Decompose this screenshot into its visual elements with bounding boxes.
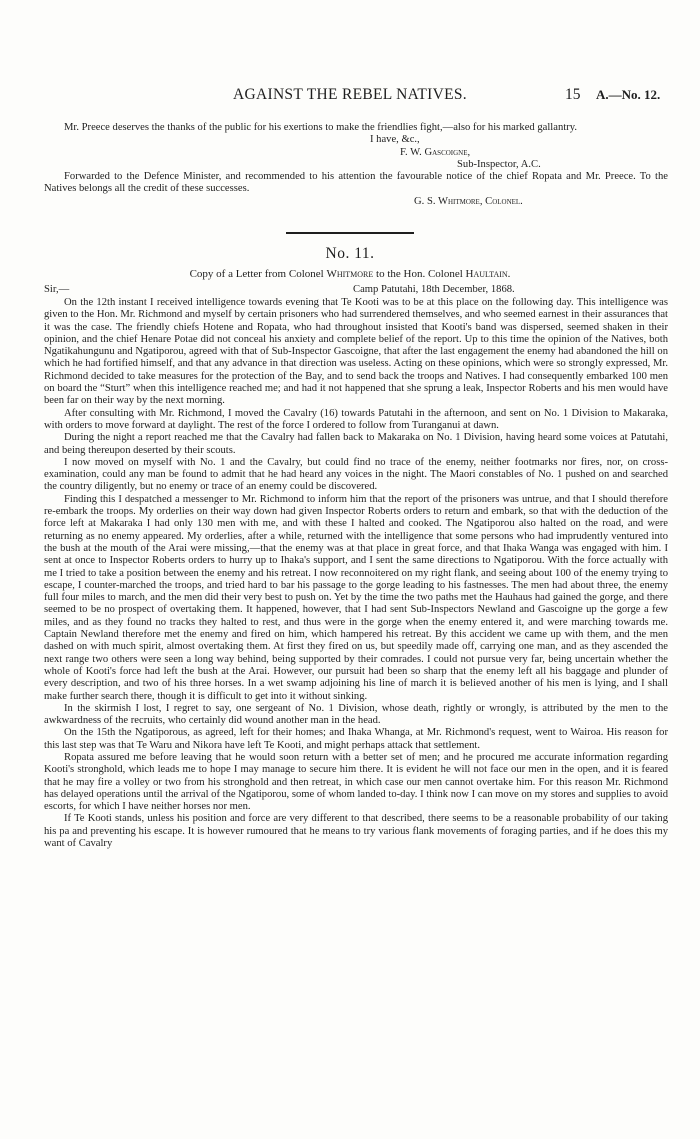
- running-title: AGAINST THE REBEL NATIVES.: [233, 86, 467, 103]
- letter-body: [44, 297, 668, 850]
- letter-paragraph: In the skirmish I lost, I regret to say, one sergeant of No. 1 Division, whose death, rightly or wrongly, is attributed by the men to the awkwardness of the recruits, who certainly did wound another man in the head.: [44, 702, 668, 727]
- caption-author: Whitmore: [326, 268, 374, 280]
- section-divider: [286, 232, 414, 234]
- document-number: No. 11.: [325, 245, 375, 262]
- dateline: Camp Patutahi, 18th December, 1868.: [353, 284, 515, 295]
- letter-paragraph: After consulting with Mr. Richmond, I moved the Cavalry (16) towards Patutahi in the afternoon, and sent on No. 1 Division to Makaraka, with orders to move forward at daylight. The rest of the force I ordered to follow from Turanganui at dawn.: [44, 407, 668, 431]
- signatory-title: Sub-Inspector, A.C.: [457, 158, 541, 170]
- letter-paragraph: On the 12th instant I received intelligence towards evening that Te Kooti was to be at this place on the following day. This intelligence was given to the Hon. Mr. Richmond and myself by certain prisoners who had surrendered themselves, and who seemed earnest in their assurances that it was the case. The friendly chiefs Hotene and Ropata, who had throughout insisted that Kooti's band was dispersed, seemed shaken in their opinion, and the chief Henare Potae did not conceal his anxiety and complete belief of the report. Up to this time the opinion of the Natives, both Ngatikahungunu and Ngatiporou, agreed with that of Sub-Inspector Gascoigne, that after the last engagement the enemy had abandoned the hill on which he had fortified himself, and that any advance in that direction was useless. Acting on these opinions, which were so strongly expressed, Mr. Richmond decided to take measures for the protection of the Bay, and to send back the troops and Natives. I had consequently embarked 100 men on board the “Sturt” when this intelligence reached me; and had it not happened that she sprung a leak, Inspector Roberts and his men would have been far on their way by the next morning.: [44, 297, 668, 407]
- letter-paragraph: I now moved on myself with No. 1 and the Cavalry, but could find no trace of the enemy, neither footmarks nor fires, nor, on cross-examination, could any man be found to admit that he had heard any voices in the night. The Maori constables of No. 1 pushed on and searched the country diligently, but no enemy or trace of an enemy could be discovered.: [44, 456, 668, 493]
- letter-paragraph: During the night a report reached me that the Cavalry had fallen back to Makaraka on No. 1 Division, having heard some voices at Patutahi, and being thereupon deserted by their scouts.: [44, 432, 668, 456]
- running-header: [0, 86, 700, 108]
- letter-paragraph: On the 15th the Ngatiporous, as agreed, left for their homes; and Ihaka Whanga, at Mr. Richmond's request, went to Wairoa. His reason for this last step was that Te Waru and Nikora have left Te Kooti, and might perhaps attack that settlement.: [44, 727, 668, 751]
- caption-recipient: Haultain.: [465, 268, 511, 280]
- forwarding-note: Forwarded to the Defence Minister, and recommended to his attention the favourable notice of the chief Ropata and Mr. Preece. To the Natives belongs all the credit of these successes.: [44, 171, 668, 195]
- letter-paragraph: Finding this I despatched a messenger to Mr. Richmond to inform him that the report of the prisoners was untrue, and that I should therefore re-embark the troops. My orderlies on their way down had given Inspector Roberts orders to return and embark, so that with the deduction of the force left at Makaraka I had only 130 men with me, and with these I halted and cooked. The Ngatiporou also halted on the road, and were returning as no enemy appeared. My orderlies, after a while, returned with the intelligence that some persons who had imprudently ventured into the bush at the mouth of the Arai were missing,—that the enemy was at that place in great force, and that Ihaka Wanga was engaged with him. I sent at once to Inspector Roberts orders to hurry up to Ihaka's support, and I sent the same directions to Ngatiporou. With the force actually with me I tried to take a position between the enemy and his retreat. I now reconnoitered on my right flank, and seeing about 100 of the enemy trying to escape, I counter-marched the troops, and tried hard to bar his passage to the gorge leading to his fastnesses. The men had about three, the enemy full four miles to march, and the men did their very best to push on. Yet by the time the two paths met the Hauhaus had gained the gorge, and there seemed to be no prospect of overtaking them. It happened, however, that I had sent Sub-Inspectors Newland and Gascoigne up the gorge a few miles, and as they found no tracks they halted to rest, and thus were in the gorge when the enemy entered it, and were marching towards me. Captain Newland therefore met the enemy and fired on him, which hampered his retreat. By this accident we came up with them, and the men dashed on with much spirit, almost overtaking them. At first they fired on us, but speedily made off, carrying one man, and as they ascended the next range two others were seen a long way behind, being supported by their comrades. I could not pursue very far, being uncertain whether the whole of Kooti's force had left the bush at the Arai. However, our pursuit had been so sharp that the enemy left all his baggage and plunder of every description, and two of his three horses. In a wet swamp adjoining his line of march it is believed another of his men is lying, and I shall make further search there, though it is difficult to get into it without sinking.: [44, 493, 668, 702]
- closing-formula: I have, &c.,: [370, 134, 420, 146]
- document-reference: A.—No. 12.: [596, 87, 661, 102]
- page-number: 15: [565, 86, 581, 103]
- previous-letter-end: [44, 122, 668, 208]
- letter-paragraph: If Te Kooti stands, unless his position and force are very different to that described, there seems to be a reasonable probability of our taking his pa and preventing his escape. It is however rumoured that he means to try various flank movements of foraging parties, and if he does this my want of Cavalry: [44, 813, 668, 850]
- document-caption: [0, 268, 700, 280]
- salutation-line: [44, 284, 668, 297]
- closing-paragraph: Mr. Preece deserves the thanks of the public for his exertions to make the friendlies fight,—also for his marked gallantry.: [64, 122, 577, 133]
- letter-paragraph: Ropata assured me before leaving that he would soon return with a better set of men; and he procured me accurate information regarding Kooti's stronghold, which leads me to hope I may manage to secure him there. It is evident he will not face our men in the open, and it is feared that he may fire a volley or two from his stronghold and then retreat, in which case our men cannot overtake him. For this reason Mr. Richmond has delayed operations until the arrival of the Ngatiporou, some of whom landed to-day. I think now I can move on my stores and supplies to avoid escorts, for which I have neither horses nor men.: [44, 751, 668, 813]
- caption-middle: to the Hon. Colonel: [376, 268, 463, 280]
- signatory-name: F. W. Gascoigne,: [400, 146, 471, 158]
- forwarding-signature: G. S. Whitmore, Colonel.: [414, 195, 523, 207]
- salutation: Sir,—: [44, 284, 70, 295]
- caption-prefix: Copy of a Letter from Colonel: [189, 268, 324, 280]
